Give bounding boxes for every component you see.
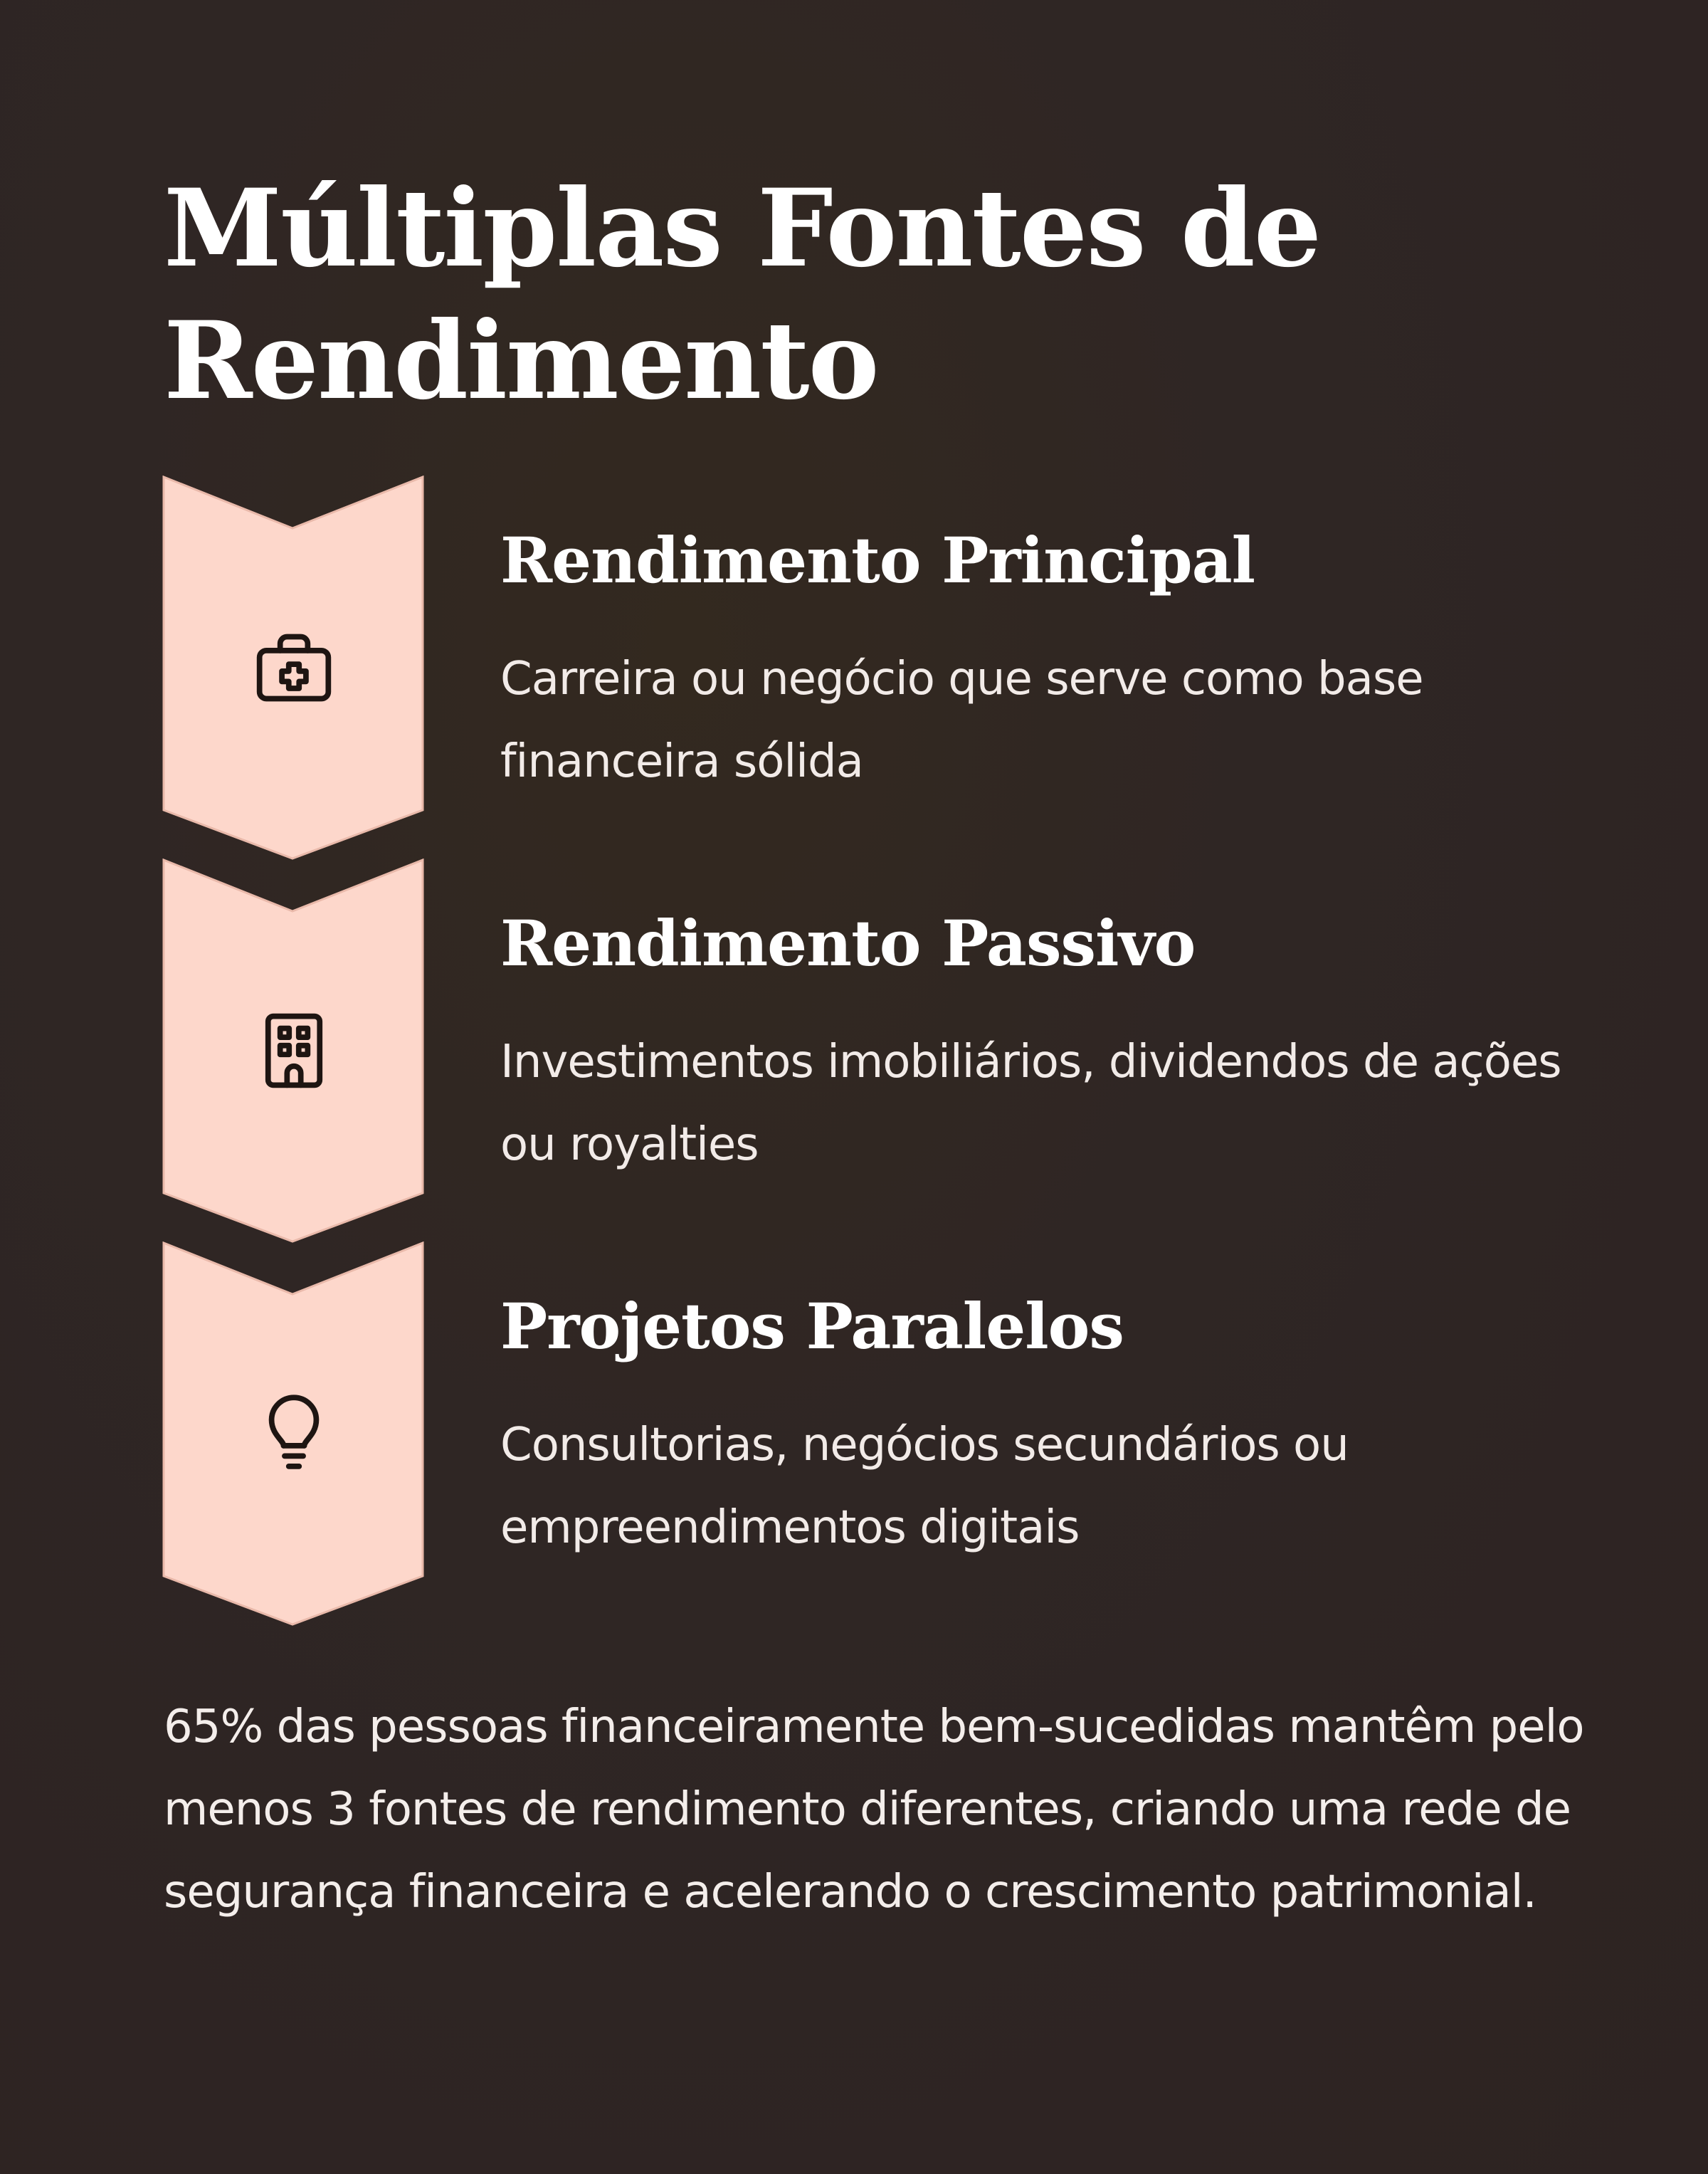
step-passive-income bbox=[162, 858, 1586, 1243]
page-title: Múltiplas Fontes de Rendimento bbox=[164, 166, 1321, 424]
chevron-step-2 bbox=[162, 858, 426, 1243]
step-title: Projetos Paralelos bbox=[500, 1289, 1124, 1363]
step-description: Investimentos imobiliários, dividendos de ações ou royalties bbox=[500, 1036, 1561, 1171]
footer-statistic: 65% das pessoas financeiramente bem-sucedidas mantêm pelo menos 3 fontes de rendimento diferentes, criando uma rede de segurança financeira e acelerando o crescimento patrimonial. bbox=[164, 1701, 1584, 1918]
step-description: Carreira ou negócio que serve como base financeira sólida bbox=[500, 653, 1423, 788]
step-title: Rendimento Passivo bbox=[500, 906, 1196, 980]
medical-briefcase-icon bbox=[253, 626, 335, 709]
step-title: Rendimento Principal bbox=[500, 523, 1255, 597]
building-icon bbox=[253, 1009, 335, 1092]
step-side-projects bbox=[162, 1241, 1586, 1626]
chevron-step-3 bbox=[162, 1241, 426, 1626]
lightbulb-icon bbox=[253, 1392, 335, 1475]
chevron-step-1 bbox=[162, 476, 426, 860]
step-description: Consultorias, negócios secundários ou empreendimentos digitais bbox=[500, 1419, 1349, 1554]
step-main-income bbox=[162, 476, 1586, 860]
